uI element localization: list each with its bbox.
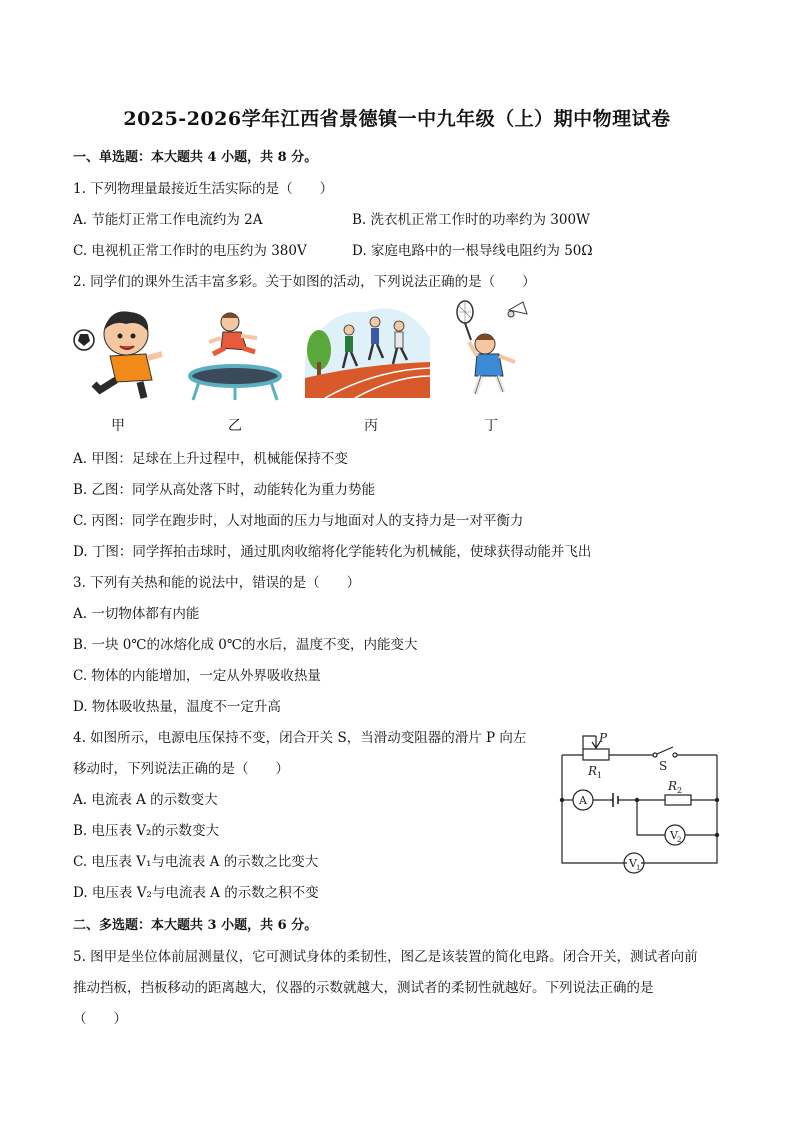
voltmeter-v2-symbol: V: [670, 829, 678, 842]
question-4-option-c: C. 电压表 V₁与电流表 A 的示数之比变大: [73, 854, 319, 870]
voltmeter-v1-sub: 1: [636, 864, 641, 872]
ammeter-symbol: A: [579, 794, 587, 807]
question-3-option-b: B. 一块 0℃的冰熔化成 0℃的水后，温度不变，内能变大: [73, 637, 418, 653]
question-1-option-a: A. 节能灯正常工作电流约为 2A: [73, 212, 263, 228]
question-2-option-d: D. 丁图：同学挥拍击球时，通过肌肉收缩将化学能转化为机械能，使球获得动能并飞出: [73, 544, 592, 560]
football-kick-illustration: [70, 306, 170, 401]
question-5-line2: 推动挡板，挡板移动的距离越大，仪器的示数就越大，测试者的柔韧性就越好。下列说法正确的是: [73, 980, 654, 996]
question-1-option-b: B. 洗衣机正常工作时的功率约为 300W: [352, 212, 590, 228]
label-r2-sub: 2: [677, 786, 683, 795]
question-5-line1: 5. 图甲是坐位体前屈测量仪，它可测试身体的柔韧性，图乙是该装置的简化电路。闭合开关，测试者向前: [73, 949, 698, 965]
circuit-diagram: [555, 730, 725, 880]
caption-bing: 丙: [364, 418, 378, 434]
section-heading-multiple-choice: 二、多选题：本大题共 3 小题，共 6 分。: [73, 918, 318, 933]
question-3-option-c: C. 物体的内能增加，一定从外界吸收热量: [73, 668, 321, 684]
label-r1-sub: 1: [597, 771, 603, 780]
question-4-option-b: B. 电压表 V₂的示数变大: [73, 823, 219, 839]
question-2-option-b: B. 乙图：同学从高处落下时，动能转化为重力势能: [73, 482, 376, 498]
caption-yi: 乙: [228, 418, 242, 434]
question-4-stem-line2: 移动时，下列说法正确的是（ ）: [73, 761, 289, 777]
label-switch-s: S: [659, 759, 668, 773]
voltmeter-v1-symbol: V: [629, 857, 637, 870]
question-3-option-d: D. 物体吸收热量，温度不一定升高: [73, 699, 281, 715]
question-4-option-d: D. 电压表 V₂与电流表 A 的示数之积不变: [73, 885, 319, 901]
voltmeter-v2-sub: 2: [677, 836, 682, 844]
question-1-option-d: D. 家庭电路中的一根导线电阻约为 50Ω: [352, 243, 593, 259]
question-2-stem: 2. 同学们的课外生活丰富多彩。关于如图的活动，下列说法正确的是（ ）: [73, 274, 536, 290]
question-2-option-c: C. 丙图：同学在跑步时，人对地面的压力与地面对人的支持力是一对平衡力: [73, 513, 524, 529]
label-r1: R: [588, 764, 598, 778]
question-3-option-a: A. 一切物体都有内能: [73, 606, 200, 622]
section-heading-single-choice: 一、单选题：本大题共 4 小题，共 8 分。: [73, 150, 318, 165]
question-3-stem: 3. 下列有关热和能的说法中，错误的是（ ）: [73, 575, 361, 591]
question-4-stem-line1: 4. 如图所示，电源电压保持不变，闭合开关 S，当滑动变阻器的滑片 P 向左: [73, 730, 527, 746]
question-1-stem: 1. 下列物理量最接近生活实际的是（ ）: [73, 181, 334, 197]
page-title: 2025-2026学年江西省景德镇一中九年级（上）期中物理试卷: [123, 108, 671, 130]
trampoline-illustration: [185, 308, 285, 403]
badminton-illustration: [445, 298, 535, 398]
label-p: P: [599, 731, 608, 745]
caption-ding: 丁: [484, 418, 498, 434]
question-2-illustrations: [70, 298, 540, 438]
question-4-option-a: A. 电流表 A 的示数变大: [73, 792, 218, 808]
question-2-option-a: A. 甲图：足球在上升过程中，机械能保持不变: [73, 451, 348, 467]
caption-jia: 甲: [111, 418, 125, 434]
label-r2: R: [668, 779, 678, 793]
running-track-illustration: [305, 298, 430, 398]
question-1-option-c: C. 电视机正常工作时的电压约为 380V: [73, 243, 307, 259]
question-5-line3: （ ）: [73, 1011, 127, 1027]
